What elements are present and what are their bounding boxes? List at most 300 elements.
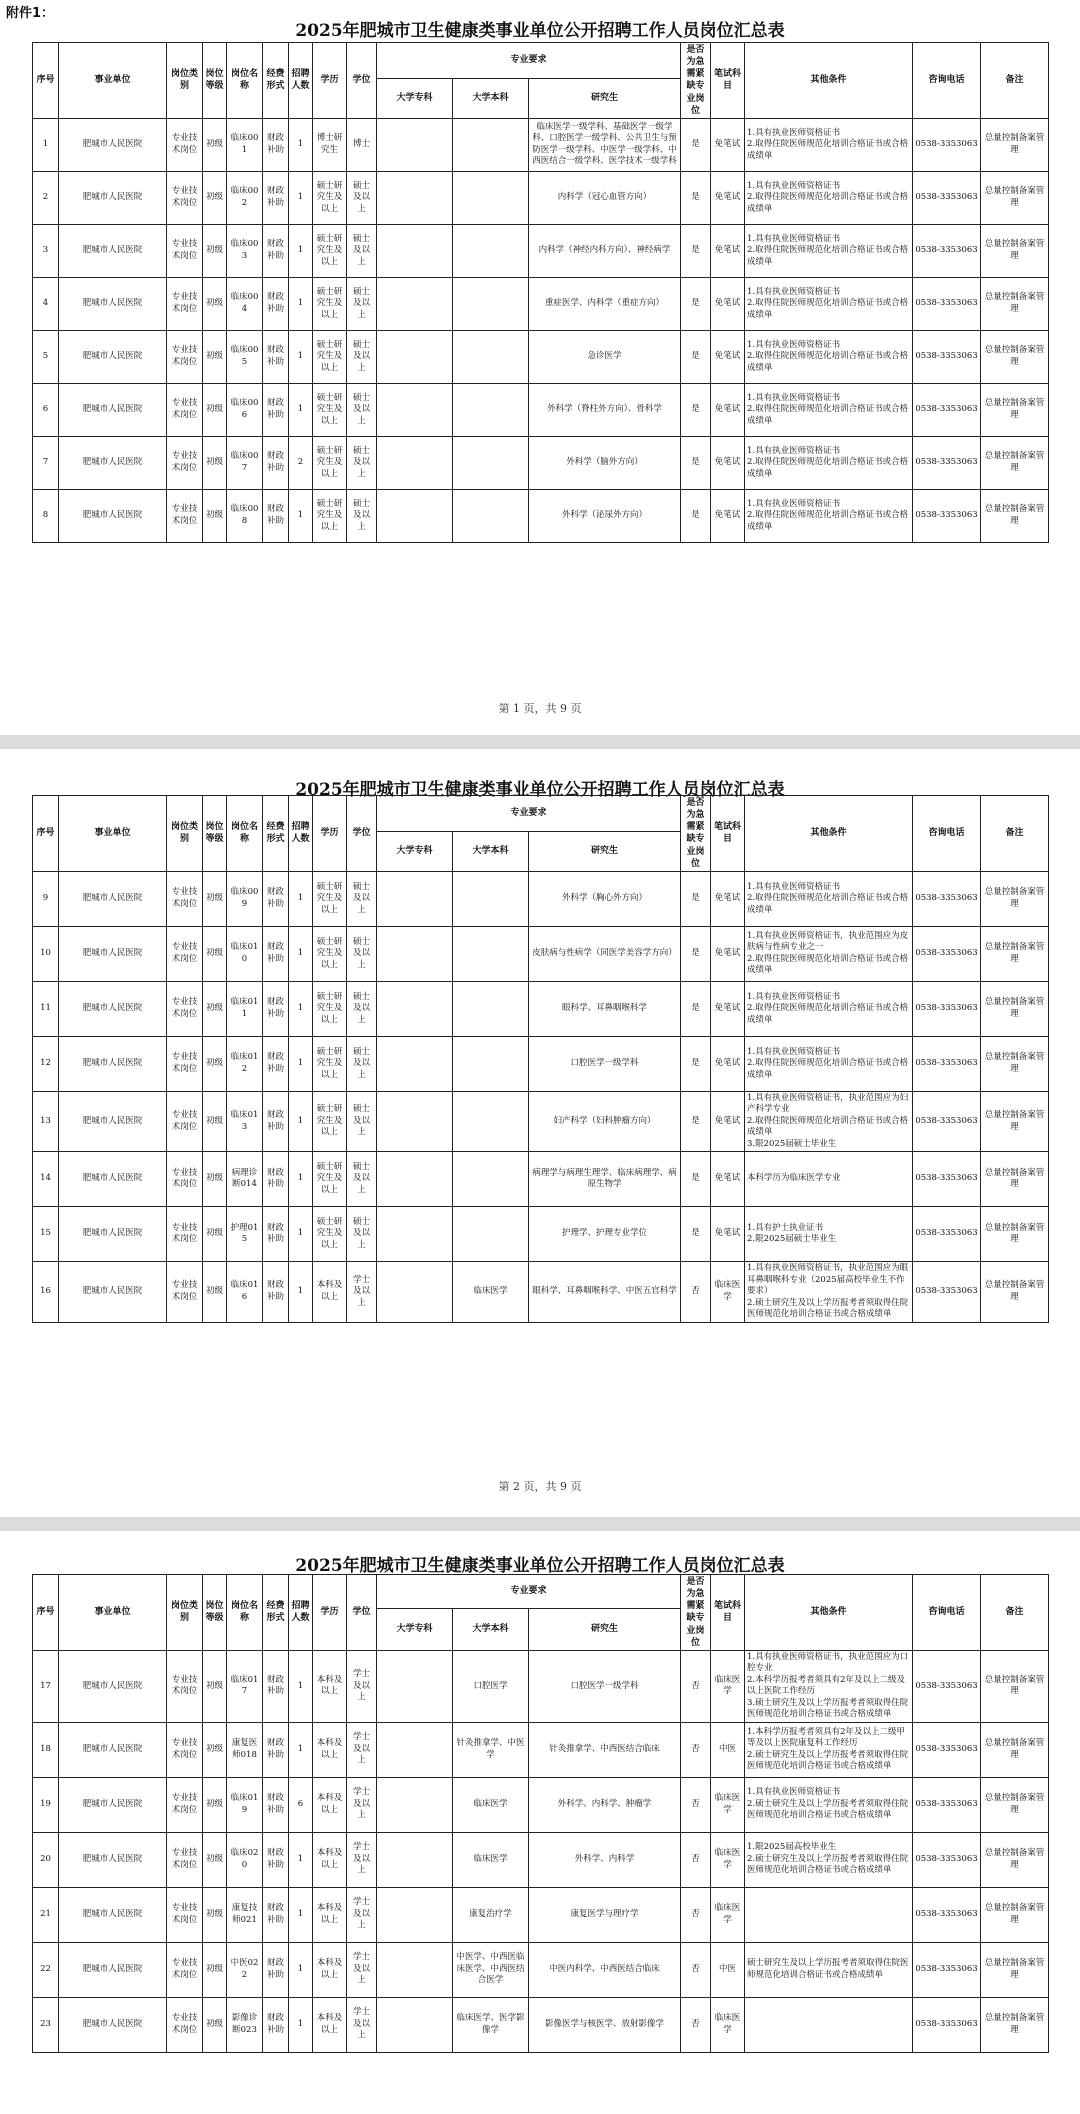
education-cell: 本科及以上 xyxy=(313,1262,347,1322)
phone-cell: 0538-3353063 xyxy=(913,981,981,1036)
header-seq: 序号 xyxy=(33,796,59,872)
header-college: 大学专科 xyxy=(377,1608,453,1650)
post-grade-cell: 初级 xyxy=(203,926,227,981)
degree-cell: 学士及以上 xyxy=(347,1832,377,1887)
education-cell: 硕士研究生及以上 xyxy=(313,436,347,489)
funding-cell: 财政补助 xyxy=(263,1887,289,1942)
exam-cell: 临床医学 xyxy=(711,1262,745,1322)
urgent-cell: 否 xyxy=(681,1262,711,1322)
remark-cell: 总量控制备案管理 xyxy=(981,926,1049,981)
remark-cell: 总量控制备案管理 xyxy=(981,171,1049,224)
other-conditions-cell: 1.具有执业医师资格证书 2.取得住院医师规范化培训合格证书或合格成绩单 xyxy=(745,981,913,1036)
page-separator xyxy=(0,735,1080,749)
education-cell: 本科及以上 xyxy=(313,1722,347,1777)
unit-cell: 肥城市人民医院 xyxy=(59,981,167,1036)
page-title: 2025年肥城市卫生健康类事业单位公开招聘工作人员岗位汇总表 xyxy=(295,780,785,800)
table-row xyxy=(33,1207,1049,1262)
seq-cell: 10 xyxy=(33,926,59,981)
post-grade-cell: 初级 xyxy=(203,981,227,1036)
degree-cell: 硕士及以上 xyxy=(347,383,377,436)
funding-cell: 财政补助 xyxy=(263,330,289,383)
seq-cell: 11 xyxy=(33,981,59,1036)
degree-cell: 学士及以上 xyxy=(347,1650,377,1722)
exam-cell: 中医 xyxy=(711,1942,745,1997)
postgrad-major-cell: 临床医学一级学科、基础医学一级学科、口腔医学一级学科、公共卫生与预防医学一级学科、中医学一级学科、中西医结合一级学科、医学技术一级学科 xyxy=(529,118,681,171)
post-grade-cell: 初级 xyxy=(203,1777,227,1832)
post-type-cell: 专业技术岗位 xyxy=(167,1207,203,1262)
header-post_grade: 岗位等级 xyxy=(203,796,227,872)
unit-cell: 肥城市人民医院 xyxy=(59,224,167,277)
urgent-cell: 否 xyxy=(681,1650,711,1722)
post-type-cell: 专业技术岗位 xyxy=(167,1722,203,1777)
header-college: 大学专科 xyxy=(377,831,453,871)
other-conditions-cell: 1.具有护士执业证书 2.限2025届硕士毕业生 xyxy=(745,1207,913,1262)
remark-cell: 总量控制备案管理 xyxy=(981,1777,1049,1832)
post-type-cell: 专业技术岗位 xyxy=(167,981,203,1036)
phone-cell: 0538-3353063 xyxy=(913,1942,981,1997)
postgrad-major-cell: 外科学、内科学 xyxy=(529,1832,681,1887)
post-name-cell: 临床010 xyxy=(227,926,263,981)
college-major-cell xyxy=(377,1722,453,1777)
degree-cell: 学士及以上 xyxy=(347,1777,377,1832)
postgrad-major-cell: 眼科学、耳鼻咽喉科学、中医五官科学 xyxy=(529,1262,681,1322)
other-conditions-cell: 1.具有执业医师资格证书 2.取得住院医师规范化培训合格证书或合格成绩单 xyxy=(745,171,913,224)
header-other: 其他条件 xyxy=(745,43,913,119)
count-cell: 1 xyxy=(289,489,313,542)
college-major-cell xyxy=(377,118,453,171)
urgent-cell: 是 xyxy=(681,1207,711,1262)
other-conditions-cell: 1.限2025届高校毕业生 2.硕士研究生及以上学历报考者须取得住院医师规范化培训合格证书或合格成绩单 xyxy=(745,1832,913,1887)
header-unit: 事业单位 xyxy=(59,43,167,119)
header-post_type: 岗位类别 xyxy=(167,43,203,119)
seq-cell: 19 xyxy=(33,1777,59,1832)
post-grade-cell: 初级 xyxy=(203,1997,227,2052)
funding-cell: 财政补助 xyxy=(263,1832,289,1887)
header-row xyxy=(33,1575,1049,1609)
post-name-cell: 临床003 xyxy=(227,224,263,277)
college-major-cell xyxy=(377,926,453,981)
other-conditions-cell xyxy=(745,1997,913,2052)
other-conditions-cell: 1.具有执业医师资格证书 2.硕士研究生及以上学历报考者须取得住院医师规范化培训合格证书或合格成绩单 xyxy=(745,1777,913,1832)
funding-cell: 财政补助 xyxy=(263,436,289,489)
header-post_name: 岗位名称 xyxy=(227,43,263,119)
phone-cell: 0538-3353063 xyxy=(913,224,981,277)
header-post_type: 岗位类别 xyxy=(167,796,203,872)
post-name-cell: 临床011 xyxy=(227,981,263,1036)
funding-cell: 财政补助 xyxy=(263,1036,289,1091)
seq-cell: 6 xyxy=(33,383,59,436)
remark-cell: 总量控制备案管理 xyxy=(981,118,1049,171)
post-type-cell: 专业技术岗位 xyxy=(167,118,203,171)
postgrad-major-cell: 眼科学、耳鼻咽喉科学 xyxy=(529,981,681,1036)
post-name-cell: 病理诊断014 xyxy=(227,1152,263,1207)
unit-cell: 肥城市人民医院 xyxy=(59,1650,167,1722)
urgent-cell: 否 xyxy=(681,1942,711,1997)
exam-cell: 免笔试 xyxy=(711,1091,745,1151)
degree-cell: 学士及以上 xyxy=(347,1722,377,1777)
degree-cell: 硕士及以上 xyxy=(347,926,377,981)
undergrad-major-cell: 中医学、中西医临床医学、中西医结合医学 xyxy=(453,1942,529,1997)
remark-cell: 总量控制备案管理 xyxy=(981,1262,1049,1322)
page-title: 2025年肥城市卫生健康类事业单位公开招聘工作人员岗位汇总表 xyxy=(295,21,785,41)
table-row xyxy=(33,926,1049,981)
exam-cell: 免笔试 xyxy=(711,1152,745,1207)
recruitment-table xyxy=(32,795,1049,1323)
post-name-cell: 临床002 xyxy=(227,171,263,224)
urgent-cell: 否 xyxy=(681,1777,711,1832)
degree-cell: 硕士及以上 xyxy=(347,436,377,489)
seq-cell: 7 xyxy=(33,436,59,489)
table-row xyxy=(33,277,1049,330)
post-grade-cell: 初级 xyxy=(203,1722,227,1777)
phone-cell: 0538-3353063 xyxy=(913,330,981,383)
remark-cell: 总量控制备案管理 xyxy=(981,1152,1049,1207)
count-cell: 1 xyxy=(289,1942,313,1997)
remark-cell: 总量控制备案管理 xyxy=(981,1942,1049,1997)
header-education: 学历 xyxy=(313,43,347,119)
header-grass_roots: 是否为急需紧缺专业岗位 xyxy=(681,1575,711,1651)
remark-cell: 总量控制备案管理 xyxy=(981,981,1049,1036)
post-name-cell: 康复医师018 xyxy=(227,1722,263,1777)
post-type-cell: 专业技术岗位 xyxy=(167,1887,203,1942)
exam-cell: 免笔试 xyxy=(711,871,745,926)
header-post_type: 岗位类别 xyxy=(167,1575,203,1651)
phone-cell: 0538-3353063 xyxy=(913,1091,981,1151)
count-cell: 1 xyxy=(289,1887,313,1942)
unit-cell: 肥城市人民医院 xyxy=(59,926,167,981)
remark-cell: 总量控制备案管理 xyxy=(981,436,1049,489)
phone-cell: 0538-3353063 xyxy=(913,383,981,436)
count-cell: 1 xyxy=(289,1207,313,1262)
count-cell: 1 xyxy=(289,118,313,171)
funding-cell: 财政补助 xyxy=(263,1650,289,1722)
header-seq: 序号 xyxy=(33,1575,59,1651)
unit-cell: 肥城市人民医院 xyxy=(59,277,167,330)
undergrad-major-cell xyxy=(453,1207,529,1262)
unit-cell: 肥城市人民医院 xyxy=(59,1091,167,1151)
exam-cell: 免笔试 xyxy=(711,489,745,542)
header-unit: 事业单位 xyxy=(59,796,167,872)
post-type-cell: 专业技术岗位 xyxy=(167,1832,203,1887)
header-post_grade: 岗位等级 xyxy=(203,43,227,119)
count-cell: 2 xyxy=(289,436,313,489)
post-type-cell: 专业技术岗位 xyxy=(167,1777,203,1832)
table-row xyxy=(33,118,1049,171)
header-funding: 经费形式 xyxy=(263,796,289,872)
college-major-cell xyxy=(377,436,453,489)
unit-cell: 肥城市人民医院 xyxy=(59,1152,167,1207)
education-cell: 硕士研究生及以上 xyxy=(313,1207,347,1262)
header-row xyxy=(33,796,1049,832)
education-cell: 硕士研究生及以上 xyxy=(313,871,347,926)
header-seq: 序号 xyxy=(33,43,59,119)
funding-cell: 财政补助 xyxy=(263,1722,289,1777)
college-major-cell xyxy=(377,1650,453,1722)
post-grade-cell: 初级 xyxy=(203,224,227,277)
remark-cell: 总量控制备案管理 xyxy=(981,1722,1049,1777)
header-remark: 备注 xyxy=(981,43,1049,119)
college-major-cell xyxy=(377,981,453,1036)
header-post_grade: 岗位等级 xyxy=(203,1575,227,1651)
header-degree: 学位 xyxy=(347,1575,377,1651)
postgrad-major-cell: 中医内科学、中西医结合临床 xyxy=(529,1942,681,1997)
other-conditions-cell: 1.具有执业医师资格证书 2.取得住院医师规范化培训合格证书或合格成绩单 xyxy=(745,118,913,171)
remark-cell: 总量控制备案管理 xyxy=(981,489,1049,542)
college-major-cell xyxy=(377,489,453,542)
post-grade-cell: 初级 xyxy=(203,1887,227,1942)
education-cell: 硕士研究生及以上 xyxy=(313,926,347,981)
college-major-cell xyxy=(377,1777,453,1832)
postgrad-major-cell: 外科学（泌尿外方向） xyxy=(529,489,681,542)
postgrad-major-cell: 急诊医学 xyxy=(529,330,681,383)
seq-cell: 20 xyxy=(33,1832,59,1887)
header-college: 大学专科 xyxy=(377,78,453,118)
college-major-cell xyxy=(377,1091,453,1151)
post-type-cell: 专业技术岗位 xyxy=(167,1942,203,1997)
college-major-cell xyxy=(377,1036,453,1091)
remark-cell: 总量控制备案管理 xyxy=(981,1036,1049,1091)
degree-cell: 硕士及以上 xyxy=(347,1152,377,1207)
postgrad-major-cell: 针灸推拿学、中西医结合临床 xyxy=(529,1722,681,1777)
post-type-cell: 专业技术岗位 xyxy=(167,489,203,542)
undergrad-major-cell xyxy=(453,1036,529,1091)
funding-cell: 财政补助 xyxy=(263,171,289,224)
education-cell: 硕士研究生及以上 xyxy=(313,1152,347,1207)
other-conditions-cell: 1.具有执业医师资格证书 2.取得住院医师规范化培训合格证书或合格成绩单 xyxy=(745,383,913,436)
post-name-cell: 临床001 xyxy=(227,118,263,171)
header-postgrad: 研究生 xyxy=(529,1608,681,1650)
table-row xyxy=(33,1036,1049,1091)
post-type-cell: 专业技术岗位 xyxy=(167,171,203,224)
seq-cell: 16 xyxy=(33,1262,59,1322)
header-postgrad: 研究生 xyxy=(529,78,681,118)
exam-cell: 临床医学 xyxy=(711,1832,745,1887)
header-written: 笔试科目 xyxy=(711,796,745,872)
phone-cell: 0538-3353063 xyxy=(913,436,981,489)
remark-cell: 总量控制备案管理 xyxy=(981,277,1049,330)
undergrad-major-cell: 口腔医学 xyxy=(453,1650,529,1722)
count-cell: 1 xyxy=(289,1091,313,1151)
phone-cell: 0538-3353063 xyxy=(913,1036,981,1091)
exam-cell: 免笔试 xyxy=(711,1036,745,1091)
education-cell: 硕士研究生及以上 xyxy=(313,330,347,383)
header-major_group: 专业要求 xyxy=(377,1575,681,1609)
undergrad-major-cell xyxy=(453,1091,529,1151)
other-conditions-cell: 本科学历为临床医学专业 xyxy=(745,1152,913,1207)
table-row xyxy=(33,1997,1049,2052)
count-cell: 1 xyxy=(289,1262,313,1322)
education-cell: 本科及以上 xyxy=(313,1650,347,1722)
degree-cell: 硕士及以上 xyxy=(347,224,377,277)
post-name-cell: 临床007 xyxy=(227,436,263,489)
recruitment-table xyxy=(32,42,1049,543)
post-type-cell: 专业技术岗位 xyxy=(167,436,203,489)
unit-cell: 肥城市人民医院 xyxy=(59,871,167,926)
post-name-cell: 临床020 xyxy=(227,1832,263,1887)
table-row xyxy=(33,1650,1049,1722)
post-type-cell: 专业技术岗位 xyxy=(167,383,203,436)
funding-cell: 财政补助 xyxy=(263,1777,289,1832)
college-major-cell xyxy=(377,1887,453,1942)
seq-cell: 15 xyxy=(33,1207,59,1262)
other-conditions-cell: 1.具有执业医师资格证书，执业范围应为皮肤病与性病专业之一 2.取得住院医师规范化培训合格证书或合格成绩单 xyxy=(745,926,913,981)
funding-cell: 财政补助 xyxy=(263,926,289,981)
exam-cell: 免笔试 xyxy=(711,926,745,981)
postgrad-major-cell: 影像医学与核医学、放射影像学 xyxy=(529,1997,681,2052)
urgent-cell: 是 xyxy=(681,171,711,224)
postgrad-major-cell: 外科学、内科学、肿瘤学 xyxy=(529,1777,681,1832)
seq-cell: 2 xyxy=(33,171,59,224)
degree-cell: 学士及以上 xyxy=(347,1262,377,1322)
urgent-cell: 是 xyxy=(681,981,711,1036)
degree-cell: 硕士及以上 xyxy=(347,489,377,542)
postgrad-major-cell: 外科学（胸心外方向） xyxy=(529,871,681,926)
unit-cell: 肥城市人民医院 xyxy=(59,1207,167,1262)
degree-cell: 学士及以上 xyxy=(347,1942,377,1997)
post-name-cell: 临床019 xyxy=(227,1777,263,1832)
other-conditions-cell: 1.具有执业医师资格证书 2.取得住院医师规范化培训合格证书或合格成绩单 xyxy=(745,224,913,277)
undergrad-major-cell: 康复治疗学 xyxy=(453,1887,529,1942)
college-major-cell xyxy=(377,1942,453,1997)
post-grade-cell: 初级 xyxy=(203,1207,227,1262)
urgent-cell: 是 xyxy=(681,1036,711,1091)
header-phone: 咨询电话 xyxy=(913,43,981,119)
unit-cell: 肥城市人民医院 xyxy=(59,1262,167,1322)
postgrad-major-cell: 皮肤病与性病学（同医学美容学方向） xyxy=(529,926,681,981)
funding-cell: 财政补助 xyxy=(263,1262,289,1322)
header-count: 招聘人数 xyxy=(289,43,313,119)
unit-cell: 肥城市人民医院 xyxy=(59,1722,167,1777)
header-funding: 经费形式 xyxy=(263,1575,289,1651)
header-grass_roots: 是否为急需紧缺专业岗位 xyxy=(681,796,711,872)
count-cell: 1 xyxy=(289,224,313,277)
college-major-cell xyxy=(377,1997,453,2052)
exam-cell: 免笔试 xyxy=(711,981,745,1036)
header-other: 其他条件 xyxy=(745,1575,913,1651)
undergrad-major-cell: 临床医学 xyxy=(453,1832,529,1887)
urgent-cell: 是 xyxy=(681,871,711,926)
phone-cell: 0538-3353063 xyxy=(913,118,981,171)
other-conditions-cell: 硕士研究生及以上学历报考者须取得住院医师规范化培训合格证书或合格成绩单 xyxy=(745,1942,913,1997)
seq-cell: 5 xyxy=(33,330,59,383)
exam-cell: 临床医学 xyxy=(711,1887,745,1942)
college-major-cell xyxy=(377,330,453,383)
post-name-cell: 康复技师021 xyxy=(227,1887,263,1942)
education-cell: 本科及以上 xyxy=(313,1887,347,1942)
college-major-cell xyxy=(377,277,453,330)
header-undergrad: 大学本科 xyxy=(453,78,529,118)
exam-cell: 免笔试 xyxy=(711,436,745,489)
unit-cell: 肥城市人民医院 xyxy=(59,118,167,171)
other-conditions-cell: 1.具有执业医师资格证书，执业范围应为妇产科学专业 2.取得住院医师规范化培训合格证书或合格成绩单 3.限2025届硕士毕业生 xyxy=(745,1091,913,1151)
table-row xyxy=(33,871,1049,926)
table-row xyxy=(33,1262,1049,1322)
header-education: 学历 xyxy=(313,796,347,872)
exam-cell: 中医 xyxy=(711,1722,745,1777)
table-row xyxy=(33,1777,1049,1832)
post-type-cell: 专业技术岗位 xyxy=(167,224,203,277)
degree-cell: 硕士及以上 xyxy=(347,1036,377,1091)
urgent-cell: 否 xyxy=(681,1722,711,1777)
funding-cell: 财政补助 xyxy=(263,981,289,1036)
seq-cell: 23 xyxy=(33,1997,59,2052)
post-grade-cell: 初级 xyxy=(203,1091,227,1151)
table-row xyxy=(33,436,1049,489)
exam-cell: 免笔试 xyxy=(711,277,745,330)
degree-cell: 硕士及以上 xyxy=(347,171,377,224)
phone-cell: 0538-3353063 xyxy=(913,1722,981,1777)
post-name-cell: 临床012 xyxy=(227,1036,263,1091)
count-cell: 1 xyxy=(289,383,313,436)
remark-cell: 总量控制备案管理 xyxy=(981,383,1049,436)
phone-cell: 0538-3353063 xyxy=(913,1650,981,1722)
remark-cell: 总量控制备案管理 xyxy=(981,1650,1049,1722)
post-name-cell: 临床006 xyxy=(227,383,263,436)
funding-cell: 财政补助 xyxy=(263,277,289,330)
annex-label: 附件1： xyxy=(6,6,55,21)
funding-cell: 财政补助 xyxy=(263,224,289,277)
other-conditions-cell: 1.具有执业医师资格证书 2.取得住院医师规范化培训合格证书或合格成绩单 xyxy=(745,436,913,489)
post-grade-cell: 初级 xyxy=(203,436,227,489)
other-conditions-cell: 1.具有执业医师资格证书 2.取得住院医师规范化培训合格证书或合格成绩单 xyxy=(745,489,913,542)
page-title: 2025年肥城市卫生健康类事业单位公开招聘工作人员岗位汇总表 xyxy=(295,1556,785,1576)
count-cell: 1 xyxy=(289,277,313,330)
page-footer: 第 2 页，共 9 页 xyxy=(498,1480,582,1493)
exam-cell: 免笔试 xyxy=(711,118,745,171)
college-major-cell xyxy=(377,224,453,277)
header-post_name: 岗位名称 xyxy=(227,796,263,872)
header-remark: 备注 xyxy=(981,1575,1049,1651)
exam-cell: 免笔试 xyxy=(711,330,745,383)
education-cell: 硕士研究生及以上 xyxy=(313,981,347,1036)
phone-cell: 0538-3353063 xyxy=(913,926,981,981)
college-major-cell xyxy=(377,383,453,436)
phone-cell: 0538-3353063 xyxy=(913,1777,981,1832)
urgent-cell: 是 xyxy=(681,277,711,330)
header-phone: 咨询电话 xyxy=(913,1575,981,1651)
seq-cell: 1 xyxy=(33,118,59,171)
unit-cell: 肥城市人民医院 xyxy=(59,1777,167,1832)
count-cell: 1 xyxy=(289,171,313,224)
post-name-cell: 影像诊断023 xyxy=(227,1997,263,2052)
remark-cell: 总量控制备案管理 xyxy=(981,1091,1049,1151)
education-cell: 硕士研究生及以上 xyxy=(313,489,347,542)
exam-cell: 临床医学 xyxy=(711,1777,745,1832)
post-grade-cell: 初级 xyxy=(203,1152,227,1207)
undergrad-major-cell: 临床医学 xyxy=(453,1262,529,1322)
urgent-cell: 是 xyxy=(681,1091,711,1151)
post-type-cell: 专业技术岗位 xyxy=(167,1036,203,1091)
post-type-cell: 专业技术岗位 xyxy=(167,1997,203,2052)
post-type-cell: 专业技术岗位 xyxy=(167,1152,203,1207)
exam-cell: 免笔试 xyxy=(711,171,745,224)
other-conditions-cell: 1.具有执业医师资格证书 2.取得住院医师规范化培训合格证书或合格成绩单 xyxy=(745,1036,913,1091)
post-name-cell: 临床009 xyxy=(227,871,263,926)
header-count: 招聘人数 xyxy=(289,1575,313,1651)
table-row xyxy=(33,224,1049,277)
header-degree: 学位 xyxy=(347,43,377,119)
post-name-cell: 中医022 xyxy=(227,1942,263,1997)
phone-cell: 0538-3353063 xyxy=(913,1207,981,1262)
undergrad-major-cell xyxy=(453,436,529,489)
education-cell: 硕士研究生及以上 xyxy=(313,1091,347,1151)
unit-cell: 肥城市人民医院 xyxy=(59,383,167,436)
post-type-cell: 专业技术岗位 xyxy=(167,871,203,926)
table-row xyxy=(33,489,1049,542)
post-name-cell: 护理015 xyxy=(227,1207,263,1262)
header-undergrad: 大学本科 xyxy=(453,831,529,871)
count-cell: 1 xyxy=(289,1036,313,1091)
